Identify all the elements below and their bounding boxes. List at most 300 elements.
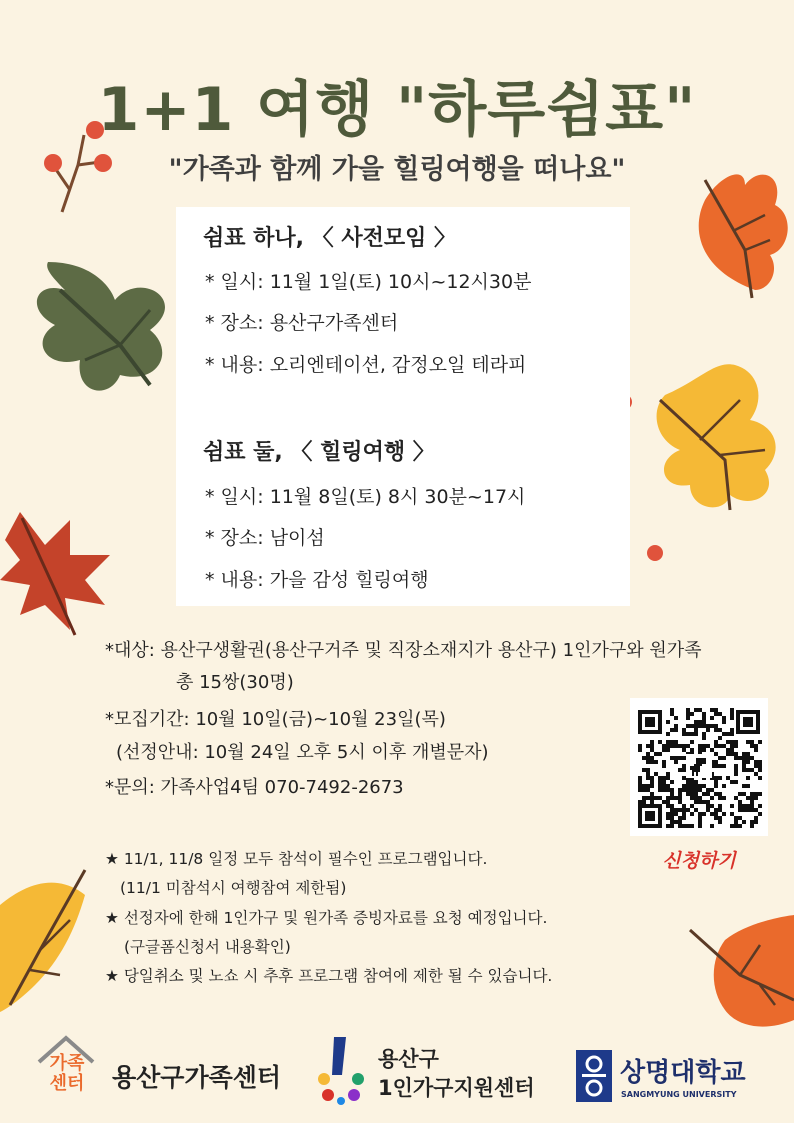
qr-module [666,824,670,828]
qr-module [682,764,686,768]
qr-module [710,824,714,828]
qr-module [714,740,718,744]
qr-module [710,748,714,752]
notice-1-detail: (11/1 미참석시 여행참여 제한됨) [120,879,347,897]
qr-module [722,756,726,760]
schedule-1-place: * 장소: 용산구가족센터 [205,312,399,334]
qr-module [714,752,718,756]
qr-module [746,784,750,788]
info-target-count: 총 15쌍(30명) [176,672,294,693]
qr-module [670,820,674,824]
green-leaf-icon [37,262,165,391]
qr-module [678,824,682,828]
qr-module [690,792,694,796]
qr-module [670,816,674,820]
qr-module [742,760,746,764]
qr-module [714,792,718,796]
qr-module [678,788,682,792]
qr-module [694,808,698,812]
notice-2-detail: (구글폼신청서 내용확인) [124,938,291,956]
qr-module [758,764,762,768]
qr-module [678,796,682,800]
qr-module [682,804,686,808]
qr-module [682,728,686,732]
qr-module [734,764,738,768]
qr-module [674,740,678,744]
qr-module [702,720,706,724]
qr-module [690,780,694,784]
qr-module [730,780,734,784]
qr-module [674,796,678,800]
qr-module [722,744,726,748]
qr-module [746,768,750,772]
qr-module [674,820,678,824]
qr-module [702,792,706,796]
qr-module [698,720,702,724]
qr-module [754,796,758,800]
qr-module [690,740,694,744]
qr-module [758,760,762,764]
qr-module [742,804,746,808]
qr-module [750,800,754,804]
qr-module [714,776,718,780]
qr-module [758,776,762,780]
qr-module [646,744,650,748]
qr-module [638,744,642,748]
qr-module [718,712,722,716]
qr-module [670,780,674,784]
qr-module [750,740,754,744]
qr-module [646,772,650,776]
qr-module [746,776,750,780]
qr-module [738,804,742,808]
qr-module [662,776,666,780]
qr-module [758,812,762,816]
qr-module [658,796,662,800]
qr-module [694,800,698,804]
qr-module [666,772,670,776]
qr-module [726,732,730,736]
qr-module [690,724,694,728]
qr-module [718,816,722,820]
family-center-logo [35,1034,97,1104]
qr-module [670,808,674,812]
qr-module [698,788,702,792]
qr-module [682,768,686,772]
qr-module [674,760,678,764]
qr-module [702,784,706,788]
notice-3: ★ 당일취소 및 노쇼 시 추후 프로그램 참여에 제한 될 수 있습니다. [105,967,553,985]
qr-module [702,716,706,720]
yellow-leaf-icon [657,364,776,510]
qr-module [702,736,706,740]
qr-module [754,744,758,748]
qr-module [686,712,690,716]
qr-module [710,716,714,720]
qr-module [662,800,666,804]
qr-module [750,796,754,800]
qr-module [682,784,686,788]
qr-module [734,780,738,784]
qr-module [662,748,666,752]
qr-module [734,752,738,756]
qr-module [746,756,750,760]
qr-module [738,800,742,804]
qr-module [686,824,690,828]
qr-module [694,708,698,712]
orange-leaf-icon-bottom [690,915,794,1027]
qr-module [730,728,734,732]
qr-module [666,748,670,752]
qr-module [726,748,730,752]
qr-module [650,760,654,764]
qr-module [666,796,670,800]
qr-module [682,748,686,752]
qr-module [658,740,662,744]
single-household-line1: 용산구 [378,1047,439,1071]
qr-module [642,768,646,772]
qr-module [694,788,698,792]
qr-module [718,776,722,780]
qr-module [682,812,686,816]
qr-module [658,780,662,784]
qr-module [690,804,694,808]
qr-module [650,744,654,748]
qr-module [682,808,686,812]
qr-module [686,744,690,748]
info-period: *모집기간: 10월 10일(금)~10월 23일(목) [105,709,446,730]
qr-module [706,728,710,732]
qr-module [698,812,702,816]
qr-module [662,788,666,792]
qr-module [750,824,754,828]
schedule-card [176,207,630,606]
qr-module [706,744,710,748]
qr-module [726,752,730,756]
qr-module [754,760,758,764]
qr-module [738,792,742,796]
qr-module [666,776,670,780]
qr-module [646,752,650,756]
qr-module [662,784,666,788]
qr-module [670,756,674,760]
qr-module [706,792,710,796]
qr-module [754,772,758,776]
qr-module [662,780,666,784]
qr-module [742,808,746,812]
qr-module [654,760,658,764]
single-household-line2: 1인가구지원센터 [378,1076,535,1100]
qr-module [662,760,666,764]
qr-module [698,796,702,800]
qr-module [722,732,726,736]
qr-module [682,744,686,748]
qr-module [754,808,758,812]
qr-module [714,744,718,748]
qr-module [686,716,690,720]
qr-module [750,792,754,796]
qr-module [718,792,722,796]
qr-module [730,740,734,744]
qr-module [742,764,746,768]
single-household-logo-icon [312,1035,372,1105]
qr-module [730,824,734,828]
qr-module [678,744,682,748]
qr-module [654,796,658,800]
qr-module [698,724,702,728]
qr-module [694,792,698,796]
qr-module [746,740,750,744]
qr-module [666,816,670,820]
qr-module [670,788,674,792]
qr-module [734,824,738,828]
qr-module [670,712,674,716]
qr-module [710,804,714,808]
qr-module [742,820,746,824]
qr-module [714,728,718,732]
qr-module [718,728,722,732]
schedule-2-place: * 장소: 남이섬 [205,527,325,549]
qr-module [722,796,726,800]
qr-module [730,804,734,808]
qr-module [678,768,682,772]
qr-module [646,796,650,800]
info-selection: (선정안내: 10월 24일 오후 5시 이후 개별문자) [116,742,489,763]
apply-label[interactable]: 신청하기 [662,850,736,872]
qr-module [718,808,722,812]
schedule-2-date: * 일시: 11월 8일(토) 8시 30분~17시 [205,486,526,508]
qr-module [682,788,686,792]
qr-module [678,756,682,760]
qr-module [730,732,734,736]
qr-module [666,800,670,804]
qr-module [658,784,662,788]
qr-module [714,764,718,768]
qr-module [730,748,734,752]
qr-module [750,820,754,824]
qr-module [646,768,650,772]
qr-module [646,756,650,760]
qr-module [666,740,670,744]
main-title: 1+1 여행 "하루쉼표" [97,75,697,145]
qr-module [686,708,690,712]
qr-module [698,748,702,752]
qr-module [726,740,730,744]
qr-module [658,776,662,780]
qr-module [674,724,678,728]
qr-module [722,716,726,720]
info-target: *대상: 용산구생활권(용산구거주 및 직장소재지가 용산구) 1인가구와 원가족 [105,640,702,661]
qr-module [702,724,706,728]
qr-module [702,800,706,804]
qr-module [650,796,654,800]
qr-module [718,736,722,740]
university-name: 상명대학교 [620,1058,746,1088]
qr-module [746,796,750,800]
qr-module [642,784,646,788]
qr-module [714,724,718,728]
qr-module [694,780,698,784]
qr-module [666,784,670,788]
qr-module [738,824,742,828]
qr-module [642,756,646,760]
qr-module [758,804,762,808]
qr-module [734,744,738,748]
qr-module [738,756,742,760]
qr-module [674,716,678,720]
qr-module [666,804,670,808]
qr-module [674,744,678,748]
qr-module [678,792,682,796]
qr-module [694,724,698,728]
qr-module [650,756,654,760]
schedule-heading-2: 쉼표 둘, 〈 힐링여행 〉 [203,440,435,465]
qr-module [730,744,734,748]
qr-module [670,796,674,800]
qr-module [694,796,698,800]
qr-module [666,812,670,816]
qr-module [638,748,642,752]
qr-module [742,768,746,772]
qr-module [754,764,758,768]
qr-module [694,784,698,788]
qr-module [718,744,722,748]
qr-module [698,824,702,828]
qr-module [750,804,754,808]
qr-module [638,788,642,792]
qr-module [678,800,682,804]
qr-module [686,724,690,728]
qr-module [694,720,698,724]
qr-module [650,748,654,752]
qr-module [714,708,718,712]
qr-module [698,784,702,788]
qr-module [742,756,746,760]
qr-module [670,728,674,732]
schedule-1-content: * 내용: 오리엔테이션, 감정오일 테라피 [205,354,527,376]
qr-module [718,764,722,768]
qr-module [686,792,690,796]
qr-module [698,820,702,824]
qr-module [746,752,750,756]
qr-module [690,788,694,792]
qr-module [750,756,754,760]
qr-module [718,804,722,808]
qr-module [714,812,718,816]
qr-module [710,724,714,728]
qr-module [702,732,706,736]
qr-module [706,788,710,792]
qr-module [742,784,746,788]
qr-code[interactable] [630,698,768,836]
qr-module [718,820,722,824]
red-maple-leaf-icon [0,512,110,635]
qr-module [682,732,686,736]
qr-module [650,784,654,788]
qr-module [730,752,734,756]
qr-module [690,732,694,736]
qr-module [690,748,694,752]
qr-module [706,804,710,808]
qr-module [690,796,694,800]
qr-module [750,744,754,748]
qr-module [730,812,734,816]
qr-module [710,788,714,792]
qr-module [742,792,746,796]
qr-module [678,808,682,812]
qr-module [694,728,698,732]
qr-module [694,732,698,736]
yellow-leaf-icon-bottom [0,870,85,1012]
qr-module [690,784,694,788]
qr-module [702,744,706,748]
qr-module [718,756,722,760]
qr-module [698,708,702,712]
qr-module [758,768,762,772]
qr-module [722,812,726,816]
qr-module [674,808,678,812]
qr-module [698,800,702,804]
qr-module [746,808,750,812]
qr-module [702,812,706,816]
qr-module [674,812,678,816]
qr-module [666,744,670,748]
qr-module [638,800,642,804]
qr-module [638,776,642,780]
qr-module [678,816,682,820]
qr-module [670,812,674,816]
qr-module [690,812,694,816]
qr-module [686,788,690,792]
qr-module [734,816,738,820]
qr-module [682,824,686,828]
qr-module [730,708,734,712]
qr-module [730,712,734,716]
qr-module [714,712,718,716]
qr-module [690,712,694,716]
qr-module [746,760,750,764]
qr-module [734,740,738,744]
dinosaur-icon [686,754,712,778]
qr-module [686,808,690,812]
qr-module [714,760,718,764]
qr-module [750,808,754,812]
qr-module [686,780,690,784]
qr-module [674,756,678,760]
qr-module [734,796,738,800]
qr-module [706,808,710,812]
qr-module [642,788,646,792]
qr-module [706,800,710,804]
qr-module [754,816,758,820]
university-emblem-icon [576,1050,612,1102]
qr-module [650,792,654,796]
qr-module [734,768,738,772]
qr-module [670,804,674,808]
qr-module [710,708,714,712]
qr-module [722,764,726,768]
qr-module [710,796,714,800]
subtitle: "가족과 함께 가을 힐링여행을 떠나요" [168,154,626,185]
qr-module [726,776,730,780]
qr-module [750,768,754,772]
qr-module [682,776,686,780]
qr-module [638,784,642,788]
qr-module [714,780,718,784]
qr-module [730,716,734,720]
qr-module [706,724,710,728]
qr-module [738,816,742,820]
